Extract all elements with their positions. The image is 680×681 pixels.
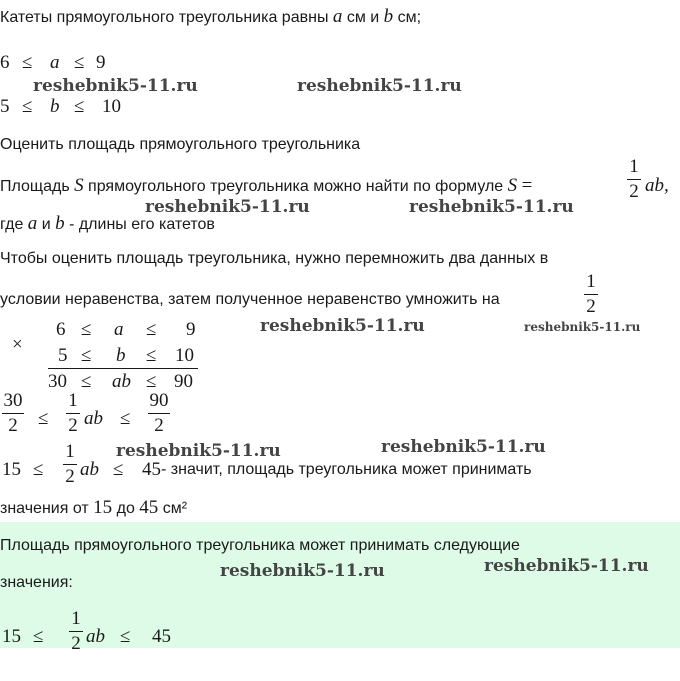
answer-left: 15 [2,626,21,647]
half-right-fraction [148,391,170,436]
result-fraction [63,442,77,487]
mult-row2-left: 5 [58,345,68,366]
ineq-b-op1: ≤ [22,96,33,117]
half-left-num: 30 [3,390,23,411]
half-mid-den: 2 [68,415,78,436]
mult-row-1 [56,319,201,341]
formula-ab-var: ab, [645,175,669,196]
multiply-sign: × [12,334,23,355]
var-b: b [383,6,394,27]
watermark: reshebnik5-11.ru [116,441,281,461]
mult-row2-right: 10 [175,345,194,366]
watermark: reshebnik5-11.ru [409,197,574,217]
result-line-2 [0,498,187,519]
result-den: 2 [65,466,75,487]
mult-rule [48,368,198,369]
explain-line-2-text: условии неравенства, затем полученное неравенство умножить на [0,291,500,308]
ineq-a-var: a [50,52,60,73]
equals-sign: = [521,175,533,196]
answer-var: ab [86,626,105,647]
var-S2: S [507,175,518,196]
mult-row3-left: 30 [48,371,67,392]
formula-line [0,176,532,197]
answer-op2: ≤ [120,626,131,647]
ineq-b-var: b [50,96,60,117]
result2-before: значения от [0,500,94,517]
where-var-a: a [27,213,38,234]
answer-text-2: значения: [0,574,73,591]
formula-ab [645,175,680,197]
mult-row-2 [58,345,203,367]
mult-row2-op1: ≤ [81,345,92,366]
watermark: reshebnik5-11.ru [33,76,198,96]
half-mid-fraction [66,391,80,436]
inequality-a [0,52,200,74]
watermark: reshebnik5-11.ru [381,437,546,457]
intro-after: см; [393,9,422,26]
mult-row3-right: 90 [174,371,193,392]
mult-row3-var: ab [112,371,131,392]
var-a: a [332,6,343,27]
fraction-num: 1 [629,156,639,177]
answer-den: 2 [71,633,81,654]
intro-before: Катеты прямоугольного треугольника равны [0,9,333,26]
result-right: 45 [142,459,161,480]
half-left-fraction [2,391,24,436]
mult-row1-var: a [114,319,124,340]
ineq-b-op2: ≤ [74,96,85,117]
result-bar [63,464,77,465]
result-num: 1 [65,441,75,462]
mult-row2-op2: ≤ [146,345,157,366]
var-S: S [74,175,84,196]
result-var: ab [80,459,99,480]
watermark: reshebnik5-11.ru [484,556,649,576]
mult-row3-op2: ≤ [146,371,157,392]
half-right-num: 90 [149,390,169,411]
answer-op1: ≤ [33,626,44,647]
watermark: reshebnik5-11.ru [260,316,425,336]
where-before: где [0,216,28,233]
result2-to: 45 [139,497,159,518]
task-text: Оценить площадь прямоугольного треугольника [0,136,361,153]
watermark: reshebnik5-11.ru [145,197,310,217]
fraction-bar [627,179,641,180]
half-mid-bar [66,413,80,414]
half-op1: ≤ [38,408,49,429]
result2-from: 15 [93,497,113,518]
result-left: 15 [2,459,21,480]
result-op2: ≤ [113,459,124,480]
intro-mid: см и [342,9,384,26]
formula-before: Площадь [0,178,75,195]
ineq-b-left: 5 [0,96,10,117]
intro-text [0,7,421,28]
answer-text-1: Площадь прямоугольного треугольника может принимать следующие [0,537,520,554]
half-mid-num: 1 [68,390,78,411]
mult-row2-var: b [116,345,126,366]
half-var: ab [84,408,103,429]
formula-mid: прямоугольного треугольника можно найти по формуле [83,178,508,195]
result2-unit: см² [158,500,188,517]
answer-block [0,522,680,654]
explain-fraction-num: 1 [586,271,596,292]
ineq-a-op2: ≤ [74,52,85,73]
half-left-bar [2,413,24,414]
where-and: и [37,216,56,233]
fraction-den: 2 [629,181,639,202]
watermark: reshebnik5-11.ru [524,320,641,334]
inequality-b [0,96,200,118]
watermark: reshebnik5-11.ru [220,561,385,581]
explain-fraction-den: 2 [586,296,596,317]
result-text: - значит, площадь треугольника может принимать [161,461,532,478]
where-line [0,214,215,235]
answer-num: 1 [71,608,81,629]
explain-fraction [584,272,598,317]
ineq-b-right: 10 [102,96,121,117]
explain-line-1: Чтобы оценить площадь треугольника, нужно перемножить два данных в [0,250,549,267]
result2-mid: до [112,500,140,517]
watermark: reshebnik5-11.ru [297,76,462,96]
mult-row1-left: 6 [56,319,66,340]
ineq-a-op1: ≤ [22,52,33,73]
mult-row1-op1: ≤ [81,319,92,340]
mult-row1-right: 9 [186,319,196,340]
mult-row3-op1: ≤ [81,371,92,392]
formula-fraction [627,157,641,202]
where-var-b: b [55,213,65,234]
where-after: - длины его катетов [64,216,215,233]
explain-line-2 [0,290,500,310]
half-right-bar [148,413,170,414]
result-op1: ≤ [33,459,44,480]
half-op2: ≤ [120,408,131,429]
answer-bar [69,631,83,632]
half-left-den: 2 [8,415,18,436]
ineq-a-left: 6 [0,52,10,73]
explain-fraction-bar [584,294,598,295]
half-right-den: 2 [154,415,164,436]
answer-fraction [69,609,83,654]
mult-row1-op2: ≤ [146,319,157,340]
ineq-a-right: 9 [96,52,106,73]
answer-right: 45 [152,626,171,647]
